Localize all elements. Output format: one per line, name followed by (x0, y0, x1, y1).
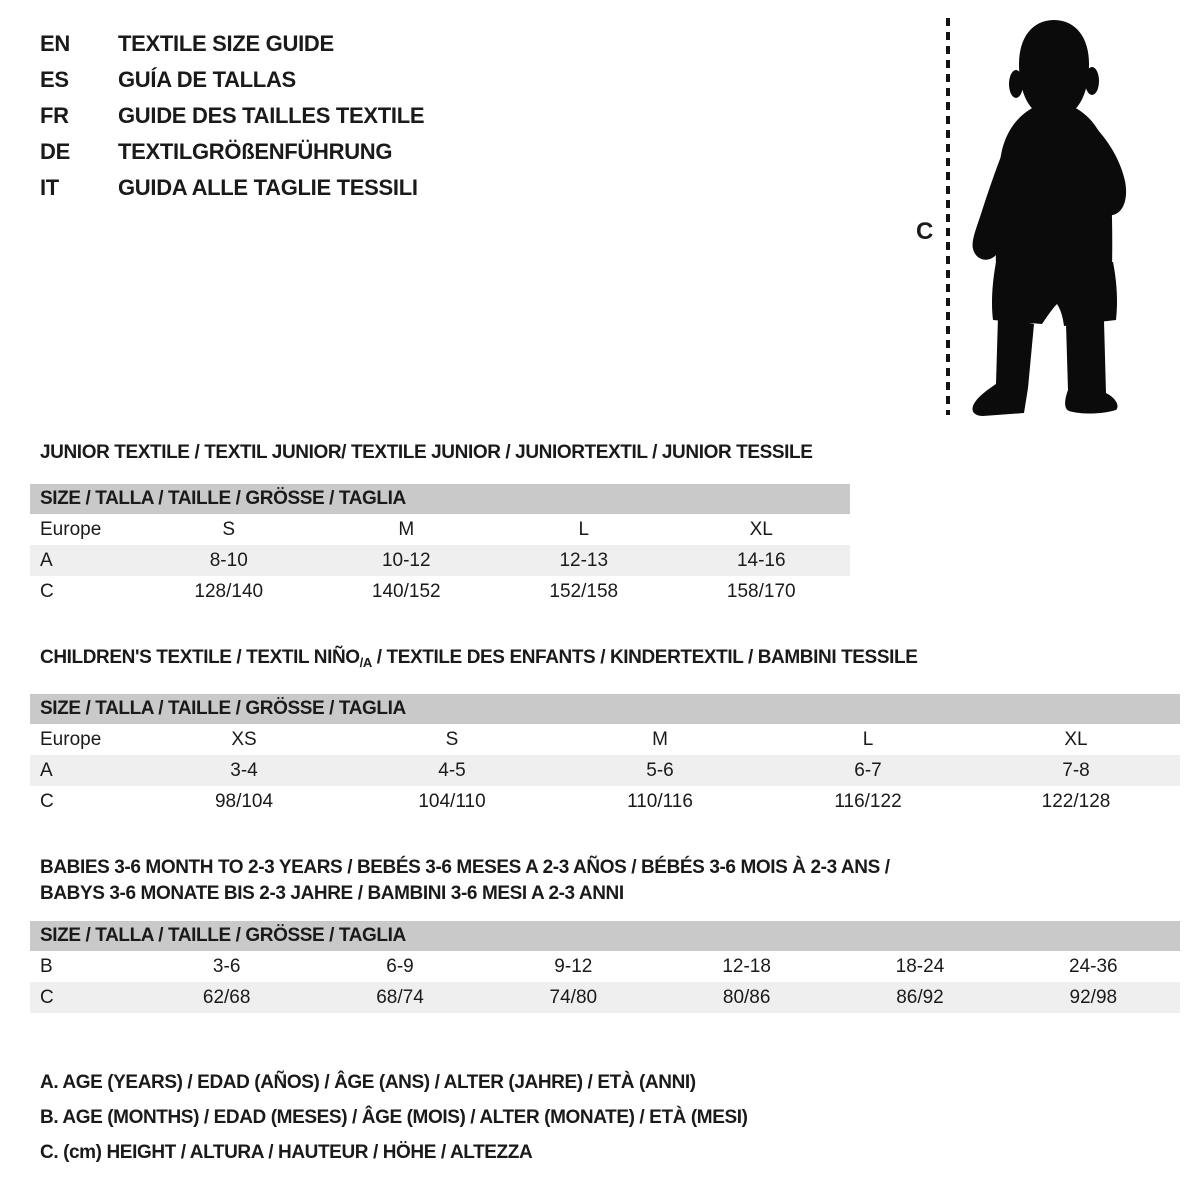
height-measure-label: C (916, 218, 934, 245)
section-title-line1: BABIES 3-6 MONTH TO 2-3 YEARS / BEBÉS 3-6 MESES A 2-3 AÑOS / BÉBÉS 3-6 MOIS À 2-3 ANS / (40, 857, 890, 878)
cell-value: 92/98 (1069, 986, 1118, 1008)
column-header: XL (1064, 728, 1088, 750)
language-title: GUIDE DES TAILLES TEXTILE (118, 103, 425, 128)
size-bar-label: SIZE / TALLA / TAILLE / GRÖSSE / TAGLIA (40, 925, 406, 946)
size-bar-label: SIZE / TALLA / TAILLE / GRÖSSE / TAGLIA (40, 698, 406, 719)
babies-size-table (30, 951, 1180, 1013)
language-row-fr (40, 98, 424, 134)
legend-footnotes (30, 1065, 1200, 1170)
cell-value: 98/104 (214, 790, 274, 812)
language-row-de (40, 134, 424, 170)
language-title: TEXTILE SIZE GUIDE (118, 31, 334, 56)
table-row-height (30, 982, 1180, 1013)
region-label: Europe (40, 728, 102, 750)
cell-value: 104/110 (418, 790, 486, 812)
column-header: L (862, 728, 874, 750)
section-junior-textile (30, 440, 850, 607)
cell-value: 80/86 (722, 986, 771, 1008)
column-header: M (398, 518, 415, 540)
column-header: L (578, 518, 590, 540)
cell-value: 12-18 (722, 955, 771, 977)
footnote-b: B. AGE (MONTHS) / EDAD (MESES) / ÂGE (MOIS) / ALTER (MONATE) / ETÀ (MESI) (40, 1107, 748, 1128)
row-label: A (40, 549, 53, 571)
cell-value: 4-5 (438, 759, 466, 781)
table-row-age (30, 755, 1180, 786)
size-bar-label: SIZE / TALLA / TAILLE / GRÖSSE / TAGLIA (40, 488, 406, 509)
cell-value: 158/170 (726, 580, 796, 602)
row-label: C (40, 790, 54, 812)
table-header-row (30, 514, 850, 545)
page-header (0, 0, 1200, 432)
table-row-age (30, 545, 850, 576)
size-bar (30, 921, 1180, 951)
children-size-table (30, 724, 1180, 817)
section-title: JUNIOR TEXTILE / TEXTIL JUNIOR/ TEXTILE JUNIOR / JUNIORTEXTIL / JUNIOR TESSILE (40, 442, 813, 463)
cell-value: 9-12 (554, 955, 593, 977)
size-bar (30, 694, 1180, 724)
column-header: XS (231, 728, 257, 750)
cell-value: 68/74 (376, 986, 424, 1008)
section-title-pre: CHILDREN'S TEXTILE / TEXTIL NIÑO (40, 647, 360, 668)
column-header: M (652, 728, 668, 750)
table-row-height (30, 786, 1180, 817)
cell-value: 12-13 (559, 549, 609, 571)
footnote-a: A. AGE (YEARS) / EDAD (AÑOS) / ÂGE (ANS) / ALTER (JAHRE) / ETÀ (ANNI) (40, 1072, 696, 1093)
cell-value: 7-8 (1062, 759, 1090, 781)
cell-value: 86/92 (896, 986, 944, 1008)
section-childrens-textile (30, 645, 1180, 817)
row-label: C (40, 986, 54, 1008)
cell-value: 10-12 (381, 549, 431, 571)
section-title-subscript: /A (359, 655, 372, 670)
cell-value: 110/116 (627, 790, 693, 812)
size-guide-figure (916, 18, 1146, 418)
cell-value: 6-7 (854, 759, 882, 781)
cell-value: 74/80 (549, 986, 598, 1008)
table-header-row (30, 724, 1180, 755)
language-title: GUÍA DE TALLAS (118, 67, 296, 92)
section-babies-textile (30, 855, 1180, 1013)
table-row-height (30, 576, 850, 607)
cell-value: 128/140 (194, 580, 264, 602)
cell-value: 8-10 (209, 549, 248, 571)
cell-value: 3-6 (212, 955, 241, 977)
footnote-c: C. (cm) HEIGHT / ALTURA / HAUTEUR / HÖHE / ALTEZZA (40, 1142, 533, 1163)
cell-value: 24-36 (1069, 955, 1118, 977)
row-label: C (40, 580, 54, 602)
language-title: GUIDA ALLE TAGLIE TESSILI (118, 175, 418, 200)
section-title-line2: BABYS 3-6 MONATE BIS 2-3 JAHRE / BAMBINI 3-6 MESI A 2-3 ANNI (40, 883, 624, 904)
cell-value: 3-4 (230, 759, 258, 781)
height-dashed-line (946, 18, 950, 415)
language-code: IT (40, 175, 59, 200)
language-title: TEXTILGRÖßENFÜHRUNG (118, 139, 393, 164)
row-label: A (40, 759, 53, 781)
cell-value: 62/68 (202, 986, 251, 1008)
cell-value: 5-6 (646, 759, 674, 781)
cell-value: 152/158 (549, 580, 619, 602)
language-row-es (40, 62, 424, 98)
language-code: DE (40, 139, 70, 164)
language-code: FR (40, 103, 69, 128)
language-code: EN (40, 31, 70, 56)
column-header: S (445, 728, 459, 750)
table-row-months (30, 951, 1180, 982)
section-title-post: / TEXTILE DES ENFANTS / KINDERTEXTIL / BAMBINI TESSILE (371, 647, 918, 668)
cell-value: 6-9 (386, 955, 414, 977)
cell-value: 140/152 (371, 580, 441, 602)
cell-value: 18-24 (895, 955, 945, 977)
cell-value: 116/122 (834, 790, 902, 812)
language-title-list (40, 26, 424, 206)
language-row-it (40, 170, 424, 206)
section-title (30, 645, 1180, 676)
toddler-silhouette-icon (968, 18, 1140, 416)
junior-size-table (30, 514, 850, 607)
column-header: S (222, 518, 236, 540)
size-bar (30, 484, 850, 514)
cell-value: 14-16 (736, 549, 786, 571)
region-label: Europe (40, 518, 102, 540)
row-label: B (40, 955, 53, 977)
column-header: XL (749, 518, 773, 540)
cell-value: 122/128 (1041, 790, 1111, 812)
language-row-en (40, 26, 424, 62)
language-code: ES (40, 67, 69, 92)
